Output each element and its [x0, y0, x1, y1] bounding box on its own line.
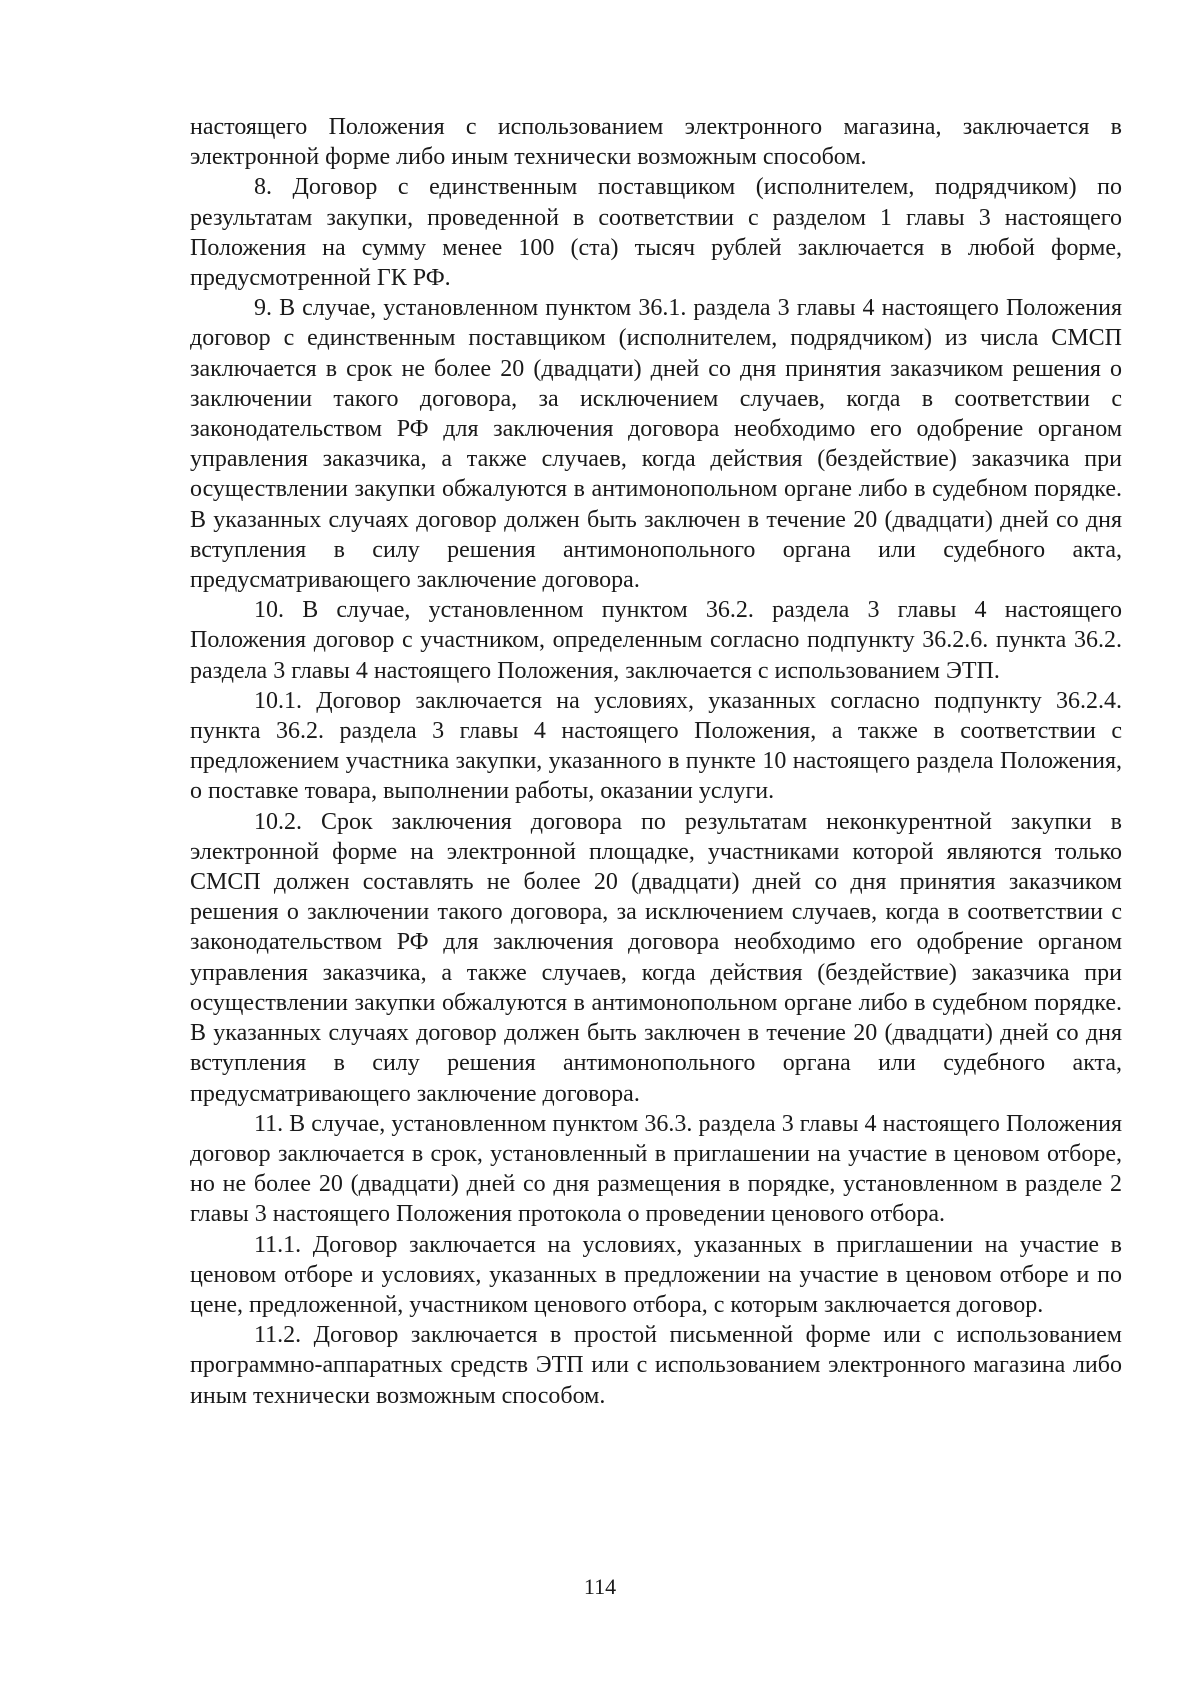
paragraph-11-1: 11.1. Договор заключается на условиях, указанных в приглашении на участие в ценовом отборе и условиях, указанных в предложении на участие в ценовом отборе и по цене, предложенной, участником ценового отбора, с которым заключается договор.	[190, 1231, 1122, 1318]
page-number: 114	[583, 1574, 617, 1599]
paragraph-11: 11. В случае, установленном пунктом 36.3. раздела 3 главы 4 настоящего Положения договор заключается в срок, установленный в приглашении на участие в ценовом отборе, но не более 20 (двадцати) дней со дня размещения в порядке, установленном в разделе 2 главы 3 настоящего Положения протокола о проведении ценового отбора.	[190, 1110, 1122, 1228]
paragraph-10-2: 10.2. Срок заключения договора по результатам неконкурентной закупки в электронной форме на электронной площадке, участниками которой являются только СМСП должен составлять не более 20 (двадцати) дней со дня принятия заказчиком решения о заключении такого договора, за исключением случаев, когда в соответствии с законодательством РФ для заключения договора необходимо его одобрение органом управления заказчика, а также случаев, когда действия (бездействие) заказчика при осуществлении закупки обжалуются в антимонопольном органе либо в судебном порядке. В указанных случаях договор должен быть заключен в течение 20 (двадцати) дней со дня вступления в силу решения антимонопольного органа или судебного акта, предусматривающего заключение договора.	[190, 808, 1122, 1107]
paragraph-8: 8. Договор с единственным поставщиком (исполнителем, подрядчиком) по результатам закупки, проведенной в соответствии с разделом 1 главы 3 настоящего Положения на сумму менее 100 (ста) тысяч рублей заключается в любой форме, предусмотренной ГК РФ.	[190, 174, 1122, 292]
document-body	[190, 112, 1122, 1411]
paragraph-continuation: настоящего Положения с использованием электронного магазина, заключается в электронной форме либо иным технически возможным способом.	[190, 114, 1122, 171]
paragraph-10: 10. В случае, установленном пунктом 36.2. раздела 3 главы 4 настоящего Положения договор с участником, определенным согласно подпункту 36.2.6. пункта 36.2. раздела 3 главы 4 настоящего Положения, заключается с использованием ЭТП.	[190, 597, 1122, 684]
paragraph-9: 9. В случае, установленном пунктом 36.1. раздела 3 главы 4 настоящего Положения договор с единственным поставщиком (исполнителем, подрядчиком) из числа СМСП заключается в срок не более 20 (двадцати) дней со дня принятия заказчиком решения о заключении такого договора, за исключением случаев, когда в соответствии с законодательством РФ для заключения договора необходимо его одобрение органом управления заказчика, а также случаев, когда действия (бездействие) заказчика при осуществлении закупки обжалуются в антимонопольном органе либо в судебном порядке. В указанных случаях договор должен быть заключен в течение 20 (двадцати) дней со дня вступления в силу решения антимонопольного органа или судебного акта, предусматривающего заключение договора.	[190, 295, 1122, 594]
paragraph-11-2: 11.2. Договор заключается в простой письменной форме или с использованием программно-аппаратных средств ЭТП или с использованием электронного магазина либо иным технически возможным способом.	[190, 1322, 1122, 1409]
paragraph-10-1: 10.1. Договор заключается на условиях, указанных согласно подпункту 36.2.4. пункта 36.2. раздела 3 главы 4 настоящего Положения, а также в соответствии с предложением участника закупки, указанного в пункте 10 настоящего раздела Положения, о поставке товара, выполнении работы, оказании услуги.	[190, 687, 1122, 805]
